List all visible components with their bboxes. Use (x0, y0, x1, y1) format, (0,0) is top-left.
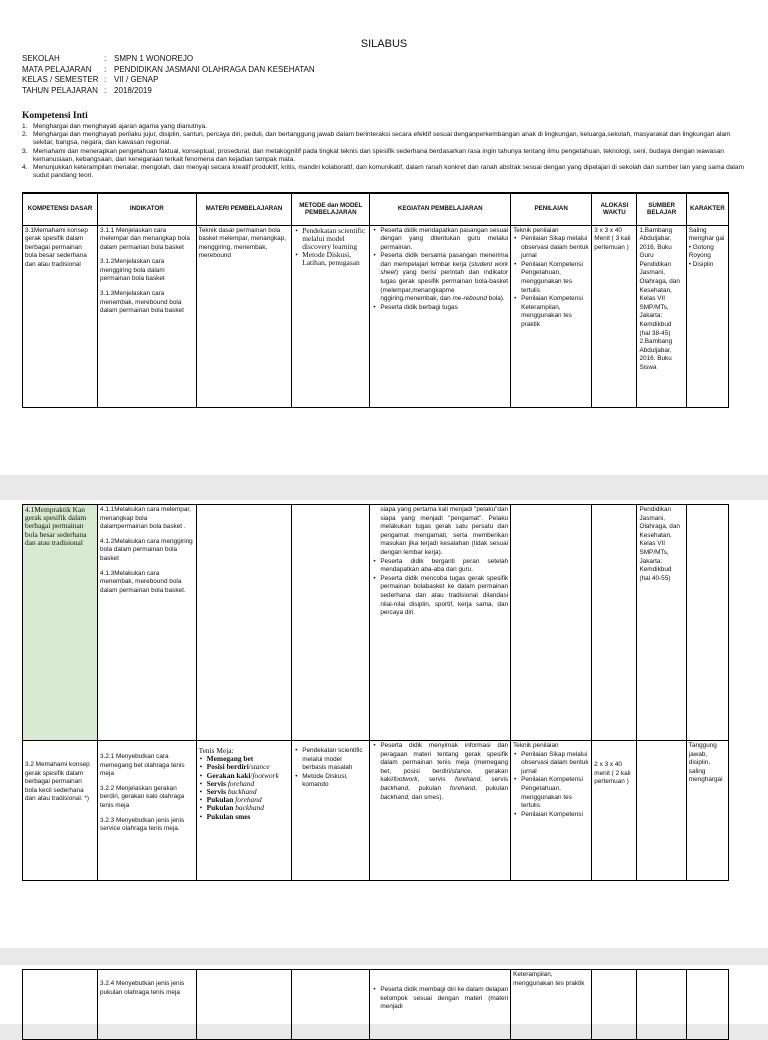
alokasi-cell: 2 x 3 x 40 menit ( 2 kali pertemuan ) (592, 741, 637, 881)
identity-block (22, 54, 315, 96)
penilaian-cell: Teknik penilaian • Penilaian Sikap melalui observasi dalam bentuk jurnal • Penilaian Kompetensi Pengetahuan, menggunakan tes tertulis • Penilaian Kompetensi Keterampilan, menggunakan tes praktik (511, 225, 592, 407)
indikator-cell: 4.1.1Melakukan cara melempar, menangkap bola dalampermainan bola basket . 4.1.2Melakukan cara menggiring bola dalam permainan bola basket 4.1.3Melakukan cara menembak, merebound bola dalam permainan bola basket. (98, 505, 197, 741)
table-row (23, 741, 729, 881)
col-header: KEGIATAN PEMBELAJARAN (370, 193, 511, 225)
alokasi-cell: 3 x 3 x 40 Menit ( 3 kali pertemuan ) (592, 225, 637, 407)
sumber-cell (637, 741, 686, 881)
metode-cell: • Pendekatan scientific melalui model berbasis masalah • Metode Diskusi, komando (292, 741, 370, 881)
col-header: ALOKASI WAKTU (592, 193, 637, 225)
indikator-cell: 3.2.1 Menyebutkan cara memegang bet olahraga tenis meja 3.2.2 Menjelaskan gerakan berdiri, gerakan kaki olahraga tenis meja 3.2.3 Menyebutkan jenis jenis service olahraga tenis meja. (98, 741, 197, 881)
col-header: PENILAIAN (511, 193, 592, 225)
kompetensi-inti-list (22, 123, 752, 180)
karakter-cell (686, 505, 728, 741)
kd-cell: 3.1Memahami konsep gerak spesifik dalam berbagai permainan bola besar sederhana dan atau tradisional (23, 225, 98, 407)
col-header: SUMBER BELAJAR (637, 193, 686, 225)
kd-cell: 4.1Mempraktik Kan gerak spesifik dalam berbagai permainan bola besar sederhana dan atau tradisional (23, 505, 98, 741)
kegiatan-cell (370, 741, 511, 881)
materi-cell: Tenis Meja: • Memegang bet • Posisi berdiri/stance • Gerakan kaki/footwork • Servis forehand • Servis backhand • Pukulan forehand • Pukulan backhand • Pukulan smes (196, 741, 292, 881)
page-1 (0, 0, 768, 475)
info-row: MATA PELAJARAN : PENDIDIKAN JASMANI OLAHRAGA DAN KESEHATAN (22, 64, 315, 74)
metode-cell (292, 505, 370, 741)
col-header: KARAKTER (686, 193, 728, 225)
penilaian-cell (511, 505, 592, 741)
alokasi-cell (592, 970, 637, 1040)
syllabus-table-1 (22, 192, 729, 408)
ki-item: 3. Memahami dan menerapkan pengetahuan faktual, konseptual, prosedural, dan metakognitif pada tingkat teknis dan spesifik sederhana berdasarkan rasa ingin tahunya tentang ilmu pengetahuan, teknologi, seni, budaya dengan wawasan kemanusiaan, kebangsaan, dan kenegaraan terkait fenomena dan kejadian tampak mata. (22, 147, 724, 163)
info-row: KELAS / SEMESTER : VII / GENAP (22, 75, 159, 84)
metode-cell (292, 970, 370, 1040)
col-header: MATERI PEMBELAJARAN (196, 193, 292, 225)
karakter-cell: Tanggung jawab, disiplin, saling menghargai (686, 741, 728, 881)
kegiatan-cell: siapa yang pertama kali menjadi "pelaku"dan siapa yang menjadi "pengamat". Pelaku melakukan tugas gerak satu persatu dan pengamat mengamati, serta memberikan masukan jika terjadi kesalahan (tidak sesuai dengan lembar kerja). • Peserta didik berganti peran setelah mendapatkan aba-aba dari guru. • Peserta didik mencoba tugas gerak spesifik permainan bolabasket ke dalam permainan sederhana dan atau tradisional dilandasi nilai-nilai disiplin, sportif, kerja sama, dan percaya diri. (370, 505, 511, 741)
table-row (23, 505, 729, 741)
table-row (23, 970, 729, 1040)
document-title: SILABUS (360, 38, 408, 50)
penilaian-cell: Teknik penilaian • Penilaian Sikap melalui observasi dalam bentuk jurnal • Penilaian Kompetensi Pengetahuan, menggunakan tes tertulis • Penilaian Kompetensi (511, 741, 592, 881)
col-header: KOMPETENSI DASAR (23, 193, 98, 225)
sumber-cell: 1.Bambang Abduljabar, 2016. Buku Guru Pendidikan Jasmani, Olahraga, dan Kesehatan, Kelas VII SMP/MTs, Jakarta: Kemdikbud (hal 38-45) 2.Bambang Abduljabar, 2016. Buku Siswa (637, 225, 686, 407)
penilaian-cell: Keterampilan, menggunakan tes praktik (511, 970, 592, 1040)
syllabus-table-2 (22, 504, 729, 881)
ki-item: 1. Menghargai dan menghayati ajaran agama yang dianutnya. (22, 123, 208, 130)
info-row: SEKOLAH : SMPN 1 WONOREJO (22, 54, 194, 63)
page-3 (0, 965, 768, 1024)
kegiatan-item: • Peserta didik berbagi tugas (380, 304, 508, 313)
materi-cell (196, 505, 292, 741)
info-row: TAHUN PELAJARAN : 2018/2019 (22, 85, 152, 95)
kegiatan-item: • Peserta didik bersama pasangan menerima dan mempelajari lembar kerja (student work sheet) yang berisi perintah dan indikator tugas gerak spesifik permainan bola-basket (melempar,menangkapme nggiring,menembak, dan me-rebound bola). (380, 252, 508, 304)
materi-cell (196, 970, 292, 1040)
table-row (23, 225, 729, 407)
kompetensi-inti-heading: Kompetensi Inti (22, 111, 88, 121)
metode-cell: • Pendekatan scientific melalui model discovery learning • Metode Diskusi, Latihan, penugasan (292, 225, 370, 407)
kegiatan-item: • Peserta didik mendapatkan pasangan sesuai dengan yang ditentukan guru melalui permainan. (380, 227, 508, 253)
karakter-cell (686, 970, 728, 1040)
sumber-cell (637, 970, 686, 1040)
kd-cell (23, 970, 98, 1040)
table-header-row (23, 193, 729, 225)
ki-item: 2. Menghargai dan menghayati perilaku jujur, disiplin, santun, percaya diri, peduli, dan bertanggung jawab dalam berinteraksi secara efektif sesuai denganperkembangan anak di lingkungan, keluarga,sekolah, masyarakat dan lingkungan alam sekitar, bangsa, negara, dan kawasan regional. (22, 131, 731, 147)
col-header: METODE dan MODEL PEMBELAJARAN (292, 193, 370, 225)
materi-cell: Teknik dasar permainan bola basket melempar, menangkap, menggiring, menembak, merebound (196, 225, 292, 407)
kegiatan-cell (370, 225, 511, 407)
indikator-cell: 3.2.4 Menyebutkan jenis jenis pukulan olahraga tenis meja (98, 970, 197, 1040)
kegiatan-item: • Peserta didik menyimak informasi dan peragaan materi tentang gerak spesifik dalam permainan tenis meja (memegang bet, posisi berdiri/stance, gerakan kaki/footwork, servis forehand, servis backhand, pukulan forehand, pukulan backhand, dan smes). (380, 742, 508, 802)
sumber-cell: Pendidikan Jasmani, Olahraga, dan Kesehatan, Kelas VII SMP/MTs, Jakarta: Kemdikbud (hal 40-55) (637, 505, 686, 741)
alokasi-cell (592, 505, 637, 741)
syllabus-table-3 (22, 969, 729, 1040)
kd-cell: 3.2 Memahami konsep gerak spesifik dalam berbagai permainan bola kecil sederhana dan atau tradisional. *) (23, 741, 98, 881)
col-header: INDIKATOR (98, 193, 197, 225)
indikator-cell: 3.1.1 Menjelaskan cara melempar dan menangkap bola dalam permainan bola basket 3.1.2Menjelaskan cara menggiring bola dalam permainan bola basket 3.1.3Menjelaskan cara menembak, merebound bola dalam permainan bola basket (98, 225, 197, 407)
page-2 (0, 500, 768, 948)
ki-item: 4. Menunjukkan keterampilan menalar, mengolah, dan menyaji secara kreatif produktif, kritis, mandiri kolaboratif, dan komunikatif, dalam ranah konkret dan ranah abstrak sesuai dengan yang dipelajari di sekolah dan sumber lain yang sama dalam sudut pandang teori. (22, 164, 745, 180)
karakter-cell: Saling menghar gai • Gotong Royong • Disiplin (686, 225, 728, 407)
kegiatan-cell: • Peserta didik membagi diri ke dalam delapan kelompok sesuai dengan materi (materi menjadi (370, 970, 511, 1040)
